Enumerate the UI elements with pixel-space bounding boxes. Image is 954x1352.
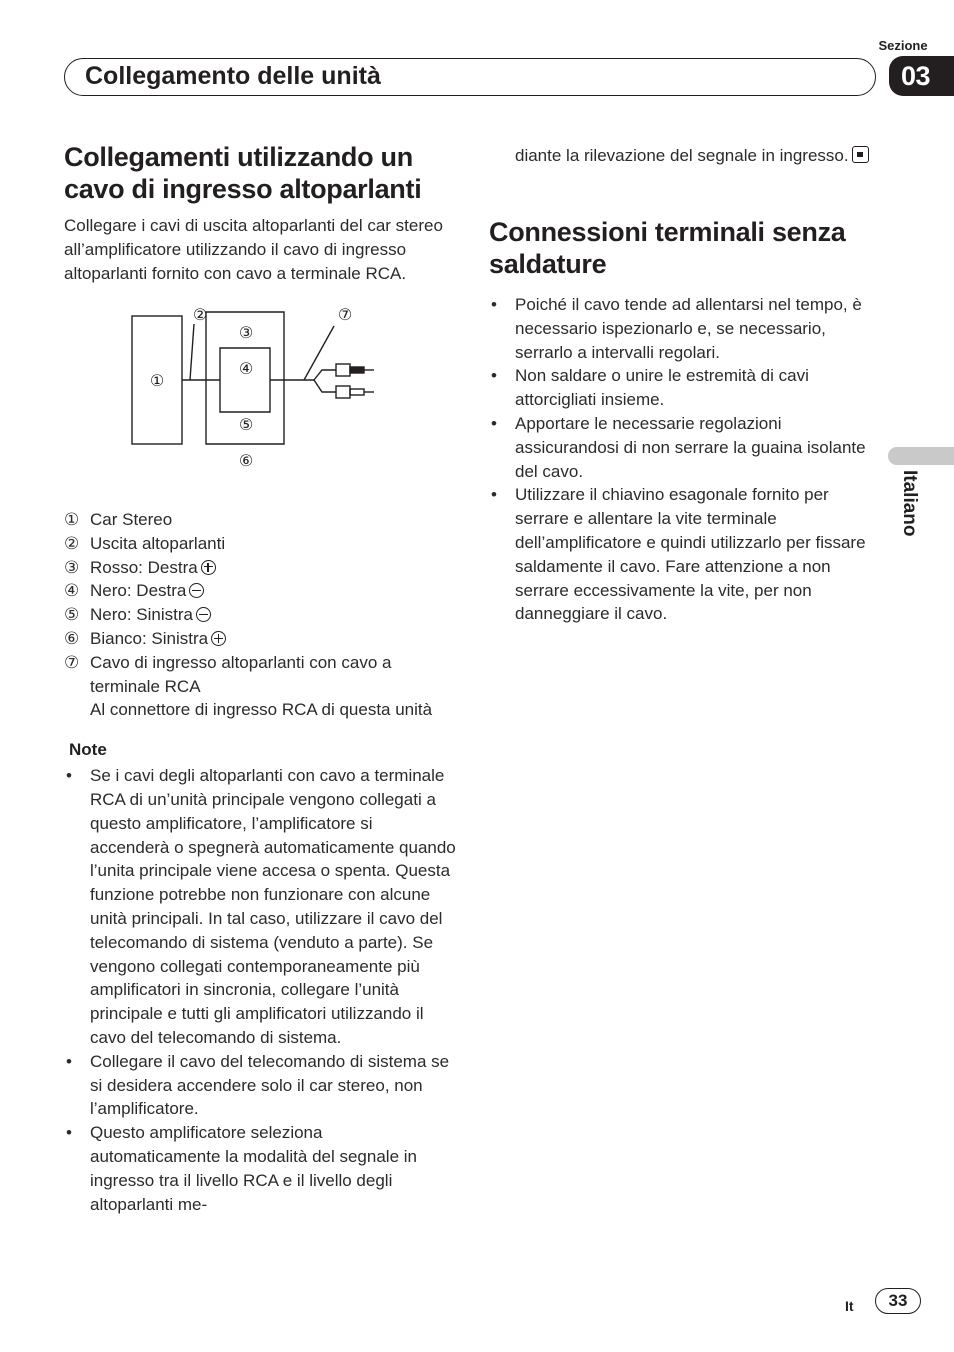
chapter-header-bar: [64, 58, 876, 96]
legend-item: ⑤ Nero: Sinistra: [64, 603, 456, 627]
minus-icon: [196, 607, 211, 622]
callout-2: ②: [192, 305, 208, 324]
page-number: 33: [875, 1288, 921, 1314]
section-label: Sezione: [878, 38, 928, 53]
section-heading-speaker-input: Collegamenti utilizzando un cavo di ingresso altoparlanti: [64, 142, 422, 204]
rca-plug-top: [336, 364, 350, 376]
language-tab: [896, 470, 928, 550]
callout-3: ③: [238, 323, 254, 342]
callout-leader-7: [304, 326, 334, 380]
callout-6: ⑥: [238, 451, 254, 470]
section-number-badge: 03: [889, 56, 954, 96]
plus-icon: [201, 560, 216, 575]
intro-paragraph: Collegare i cavi di uscita altoparlanti del car stereo all’amplificatore utilizzando il cavo di ingresso altoparlanti fornito con cavo a terminale RCA.: [64, 216, 443, 283]
notes-list: [64, 764, 456, 1216]
chapter-title: Collegamento delle unità: [85, 62, 381, 90]
legend-item: ⑥ Bianco: Sinistra: [64, 627, 456, 651]
legend-item: ③ Rosso: Destra: [64, 556, 456, 580]
language-tab-marker: [888, 447, 954, 465]
footer-language-code: It: [845, 1298, 854, 1314]
callout-5: ⑤: [238, 415, 254, 434]
callout-4: ④: [238, 359, 254, 378]
bullet-item: • Poiché il cavo tende ad allentarsi nel tempo, è necessario ispezionarlo e, se necessario, serrarlo a intervalli regolari.: [489, 293, 879, 364]
wiring-diagram: [64, 300, 456, 500]
legend-item: ② Uscita altoparlanti: [64, 533, 226, 553]
left-column: [64, 142, 456, 1216]
note-item: • Questo amplificatore seleziona automaticamente la modalità del segnale in ingresso tra il livello RCA e il livello degli altoparlanti me-: [64, 1121, 456, 1216]
callout-leader-2: [190, 324, 194, 380]
section-end-icon: [852, 146, 869, 163]
inner-wire-loop: [206, 348, 284, 412]
plus-icon: [211, 631, 226, 646]
rca-split-wires: [314, 370, 336, 392]
callout-7: ⑦: [337, 305, 353, 324]
wiring-diagram-svg: [64, 300, 456, 500]
language-label: Italiano: [899, 470, 920, 537]
note-item: • Collegare il cavo del telecomando di sistema se si desidera accendere solo il car stereo, non l’amplificatore.: [64, 1050, 456, 1121]
note-item: • Se i cavi degli altoparlanti con cavo a terminale RCA di un’unità principale vengono collegati a questo amplificatore, l’amplificatore si accenderà o spegnerà automaticamente quando l’unita principale viene accesa o spenta. Questa funzione potrebbe non funzionare con alcune unità principali. In tal caso, utilizzare il cavo del telecomando di sistema (venduto a parte). Se vengono collegati contemporaneamente più amplificatori in sincronia, collegare l’unità principale e tutti gli amplificatori utilizzando il cavo del telecomando di sistema.: [64, 764, 456, 1050]
right-column: [489, 144, 879, 626]
bullet-item: • Apportare le necessarie regolazioni assicurandosi di non serrare la guaina isolante del cavo.: [489, 412, 879, 483]
note-heading: Note: [69, 740, 107, 760]
diagram-legend: [64, 508, 456, 722]
rca-plug-bottom: [336, 386, 350, 398]
solderless-list: [489, 293, 879, 626]
legend-item: ① Car Stereo: [64, 510, 173, 529]
bullet-item: • Utilizzare il chiavino esagonale fornito per serrare e allentare la vite terminale dell’amplificatore e quindi utilizzarlo per fissare saldamente il cavo. Fare attenzione a non serrare eccessivamente la vite, per non danneggiare il cavo.: [489, 483, 879, 626]
continuation-paragraph: diante la rilevazione del segnale in ingresso.: [489, 144, 879, 168]
legend-item: ④ Nero: Destra: [64, 579, 456, 603]
section-heading-solderless: Connessioni terminali senza saldature: [489, 217, 846, 279]
legend-item: ⑦ Cavo di ingresso altoparlanti con cavo a terminale RCA Al connettore di ingresso RCA di questa unità: [64, 652, 433, 720]
callout-1: ①: [149, 371, 165, 390]
bullet-item: • Non saldare o unire le estremità di cavi attorcigliati insieme.: [489, 364, 879, 412]
minus-icon: [189, 583, 204, 598]
